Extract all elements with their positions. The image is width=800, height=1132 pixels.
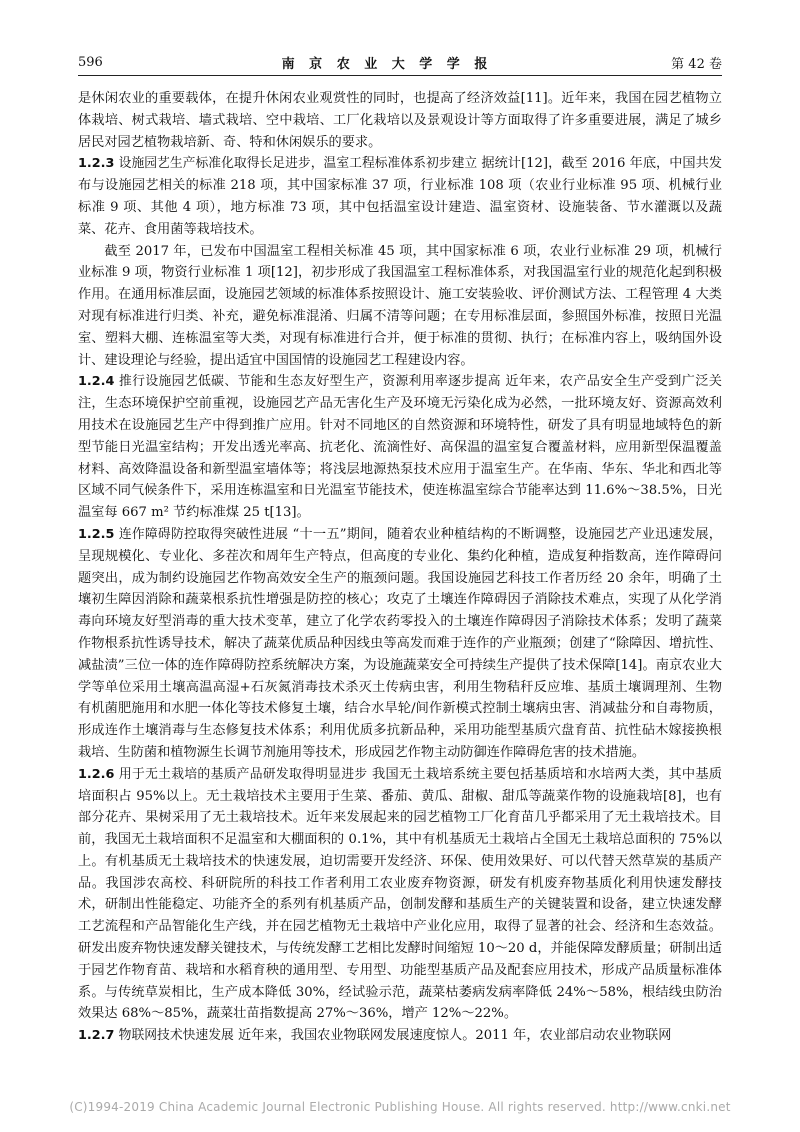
volume-label: 第 42 卷: [671, 56, 722, 72]
header-rule: [78, 75, 722, 76]
section-paragraph: [78, 153, 722, 240]
paragraph: 截至 2017 年，已发布中国温室工程相关标准 45 项，其中国家标准 6 项，农业行业标准 29 项，机械行业标准 9 项，物资行业标准 1 项[12]，初步形成了我国温室工程标准体系，对我国温室行业的规范化起到积极作用。在通用标准层面，设施园艺领域的标准体系按照设计、施工安装验收、评价测试方法、工程管理 4 大类对现有标准进行归类、补充，避免标准混淆、归属不清等问题；在专用标准层面，参照国外标准，按照日光温室、塑料大棚、连栋温室等大类，对现有标准进行合并，便于标准的贯彻、执行；在标准内容上，吸纳国外设计、建设理论与经验，提出适宜中国国情的设施园艺工程建设内容。: [78, 243, 722, 368]
section-title: 推行设施园艺低碳、节能和生态友好型生产，资源利用率逐步提高: [119, 374, 501, 390]
section-text: “十一五”期间，随着农业种植结构的不断调整，设施园艺产业迅速发展，呈现规模化、专业化、多茬次和周年生产特点，但高度的专业化、集约化种植，造成复种指数高，连作障碍问题突出，成为制约设施园艺作物高效安全生产的瓶颈问题。我国设施园艺科技工作者历经 20 余年，明确了土壤初生障因消除和蔬菜根系抗性增强是防控的核心；攻克了土壤连作障碍因子消除技术难点，实现了从化学消毒向环境友好型消毒的重大技术变革，建立了化学农药零投入的土壤连作障碍因子消除技术体系；发明了蔬菜作物根系抗性诱导技术，解决了蔬菜优质品种因线虫等高发而难于连作的产业瓶颈；创建了“除障因、增抗性、减盐渍”三位一体的连作障碍防控系统解决方案，为设施蔬菜安全可持续生产提供了技术保障[14]。南京农业大学等单位采用土壤高温高湿+石灰氮消毒技术杀灭土传病虫害，利用生物秸秆反应堆、基质土壤调理剂、生物有机菌肥施用和水肥一体化等技术修复土壤，结合水旱轮/间作新模式控制土壤病虫害、消减盐分和自毒物质，形成连作土壤消毒与生态修复技术体系；利用优质多抗新品种，采用功能型基质穴盘育苗、抗性砧木嫁接换根栽培、生防菌和植物源生长调节剂施用等技术，形成园艺作物主动防御连作障碍危害的技术措施。: [78, 526, 722, 760]
section-paragraph: [78, 371, 722, 524]
journal-title: 南 京 农 业 大 学 学 报: [281, 56, 493, 72]
article-body: [78, 88, 722, 1047]
section-paragraph: [78, 1025, 722, 1047]
copyright-watermark: (C)1994-2019 China Academic Journal Electronic Publishing House. All rights reserved. http://www.cnki.net: [69, 1100, 731, 1114]
section-number: 1.2.4: [78, 374, 115, 390]
section-text: 据统计[12]，截至 2016 年底，中国共发布与设施园艺相关的标准 218 项，其中国家标准 37 项，行业标准 108 项（农业行业标准 95 项、机械行业标准 9 项、其他 4 项），地方标准 73 项，其中包括温室设计建造、温室资材、设施装备、节水灌溉以及蔬菜、花卉、食用菌等栽培技术。: [78, 156, 722, 237]
section-number: 1.2.3: [78, 156, 115, 172]
section-text: 近年来，农产品安全生产受到广泛关注，生态环境保护空前重视，设施园艺产品无害化生产及环境无污染化成为必然，一批环境友好、资源高效利用技术在设施园艺生产中得到推广应用。针对不同地区的自然资源和环境特性，研发了具有明显地域特色的新型节能日光温室结构；开发出透光率高、抗老化、流滴性好、高保温的温室复合覆盖材料，应用新型保温覆盖材料、高效降温设备和新型温室墙体等；将浅层地源热泵技术应用于温室生产。在华南、华东、华北和西北等区域不同气候条件下，采用连栋温室和日光温室节能技术，使连栋温室综合节能率达到 11.6%～38.5%，日光温室每 667 m² 节约标准煤 25 t[13]。: [78, 374, 722, 521]
section-paragraph: [78, 524, 722, 764]
section-title: 设施园艺生产标准化取得长足进步，温室工程标准体系初步建立: [118, 156, 478, 172]
section-paragraph: [78, 764, 722, 1026]
running-header: [78, 52, 722, 72]
section-title: 用于无土栽培的基质产品研发取得明显进步: [118, 766, 368, 782]
section-number: 1.2.7: [78, 1028, 115, 1044]
section-title: 连作障碍防控取得突破性进展: [118, 526, 289, 542]
paragraph: 是休闲农业的重要载体，在提升休闲农业观赏性的同时，也提高了经济效益[11]。近年来，我国在园艺植物立体栽培、树式栽培、墙式栽培、空中栽培、工厂化栽培以及景观设计等方面取得了许多重要进展，满足了城乡居民对园艺植物栽培新、奇、特和休闲娱乐的要求。: [78, 91, 722, 150]
section-number: 1.2.5: [78, 526, 115, 542]
section-number: 1.2.6: [78, 766, 115, 782]
page-number: 596: [78, 54, 103, 70]
section-text: 我国无土栽培系统主要包括基质培和水培两大类，其中基质培面积占 95%以上。无土栽培技术主要用于生菜、番茄、黄瓜、甜椒、甜瓜等蔬菜作物的设施栽培[8]，也有部分花卉、果树采用了无土栽培技术。近年来发展起来的园艺植物工厂化育苗几乎都采用了无土栽培技术。目前，我国无土栽培面积不足温室和大棚面积的 0.1%，其中有机基质无土栽培占全国无土栽培总面积的 75%以上。有机基质无土栽培技术的快速发展，迫切需要开发经济、环保、使用效果好、可以代替天然草炭的基质产品。我国涉农高校、科研院所的科技工作者利用工农业废弃物资源，研发有机废弃物基质化利用快速发酵技术，研制出性能稳定、功能齐全的系列有机基质产品，创制发酵和基质生产的关键装置和设备，建立快速发酵工艺流程和产品智能化生产线，并在园艺植物无土栽培中产业化应用，取得了显著的社会、经济和生态效益。研发出废弃物快速发酵关键技术，与传统发酵工艺相比发酵时间缩短 10～20 d，并能保障发酵质量；研制出适于园艺作物育苗、栽培和水稻育秧的通用型、专用型、功能型基质产品及配套应用技术，形成产品质量标准体系。与传统草炭相比，生产成本降低 30%，经试验示范，蔬菜枯萎病发病率降低 24%～58%，根结线虫防治效果达 68%～85%，蔬菜壮苗指数提高 27%～36%，增产 12%～22%。: [78, 766, 722, 1022]
section-text: 近年来，我国农业物联网发展速度惊人。2011 年，农业部启动农业物联网: [238, 1028, 672, 1044]
section-title: 物联网技术快速发展: [118, 1028, 234, 1044]
